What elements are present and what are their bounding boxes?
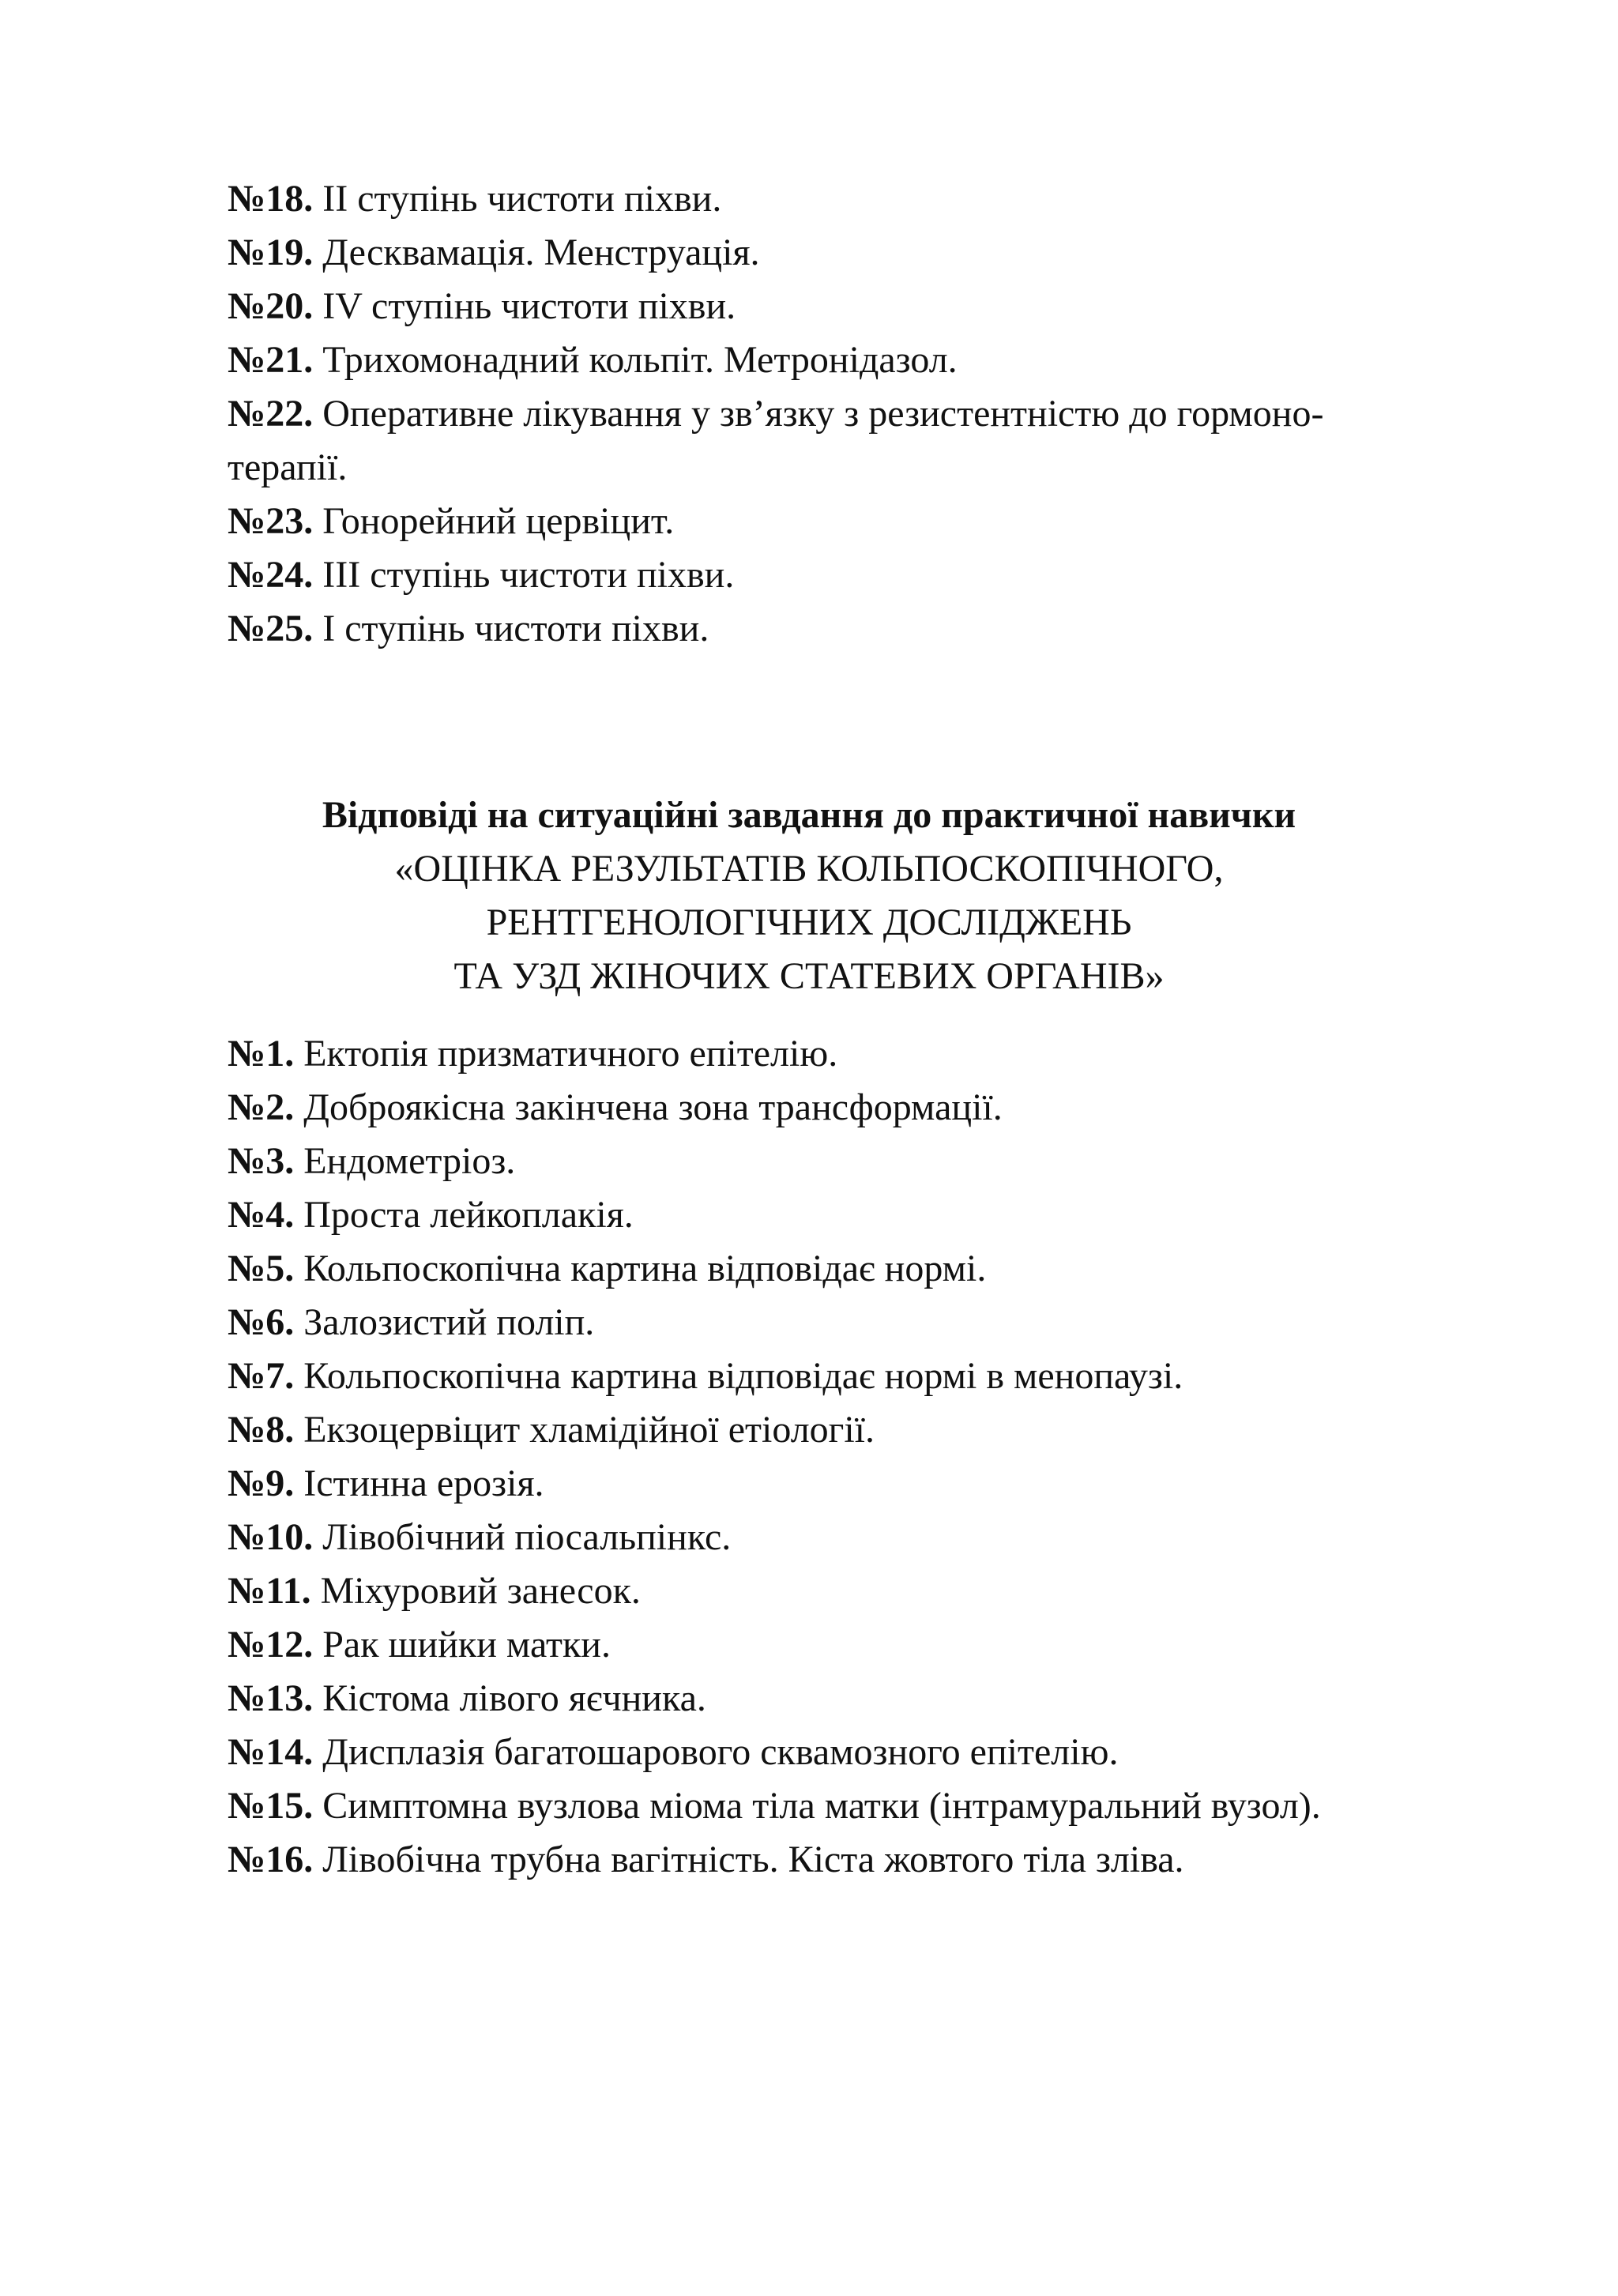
answer-number: №20. [228,285,314,327]
answer-item [228,1135,1476,1188]
answer-item [228,1242,1476,1296]
answer-item [228,1779,1476,1833]
answer-number: №22. [228,393,314,435]
answer-item [228,1618,1476,1672]
answer-item [228,1081,1476,1135]
answer-text: Ектопія призматичного епітелію. [303,1033,838,1075]
answer-number: №2. [228,1086,295,1128]
answer-text: терапії. [228,446,348,488]
answer-text: IV ступінь чистоти піхви. [322,285,736,327]
answer-number: №5. [228,1248,295,1289]
answer-text: Екзоцервіцит хламідійної етіології. [303,1409,875,1451]
answer-item [228,280,1476,333]
answer-text: Трихомонадний кольпіт. Метронідазол. [322,339,958,381]
answer-item [228,333,1476,387]
answer-item [228,1564,1476,1618]
answer-text: Кольпоскопічна картина відповідає нормі. [303,1248,987,1289]
answer-text: III ступінь чистоти піхви. [322,554,735,596]
answer-number: №19. [228,231,314,273]
answer-number: №23. [228,500,314,542]
answer-text: I ступінь чистоти піхви. [322,608,709,649]
answer-number: №1. [228,1033,295,1075]
answer-item [228,1027,1476,1081]
section-title-line: РЕНТГЕНОЛОГІЧНИХ ДОСЛІДЖЕНЬ [486,901,1132,943]
answer-item [228,1726,1476,1779]
answer-text: Залозистий поліп. [303,1301,595,1343]
answer-number: №13. [228,1677,314,1719]
answer-item [228,1403,1476,1457]
answer-text: II ступінь чистоти піхви. [322,178,722,220]
section-title-line: «ОЦІНКА РЕЗУЛЬТАТІВ КОЛЬПОСКОПІЧНОГО, [394,848,1224,890]
answer-item [228,495,1476,548]
answer-item [228,1349,1476,1403]
answer-text: Симптомна вузлова міома тіла матки (інтрамуральний вузол). [322,1785,1321,1827]
answer-item [228,226,1476,280]
answer-item [228,172,1476,226]
answer-item [228,1188,1476,1242]
answer-item [228,387,1476,441]
section-title-line: ТА УЗД ЖІНОЧИХ СТАТЕВИХ ОРГАНІВ» [453,955,1165,997]
answer-number: №11. [228,1570,311,1612]
answer-item [228,1457,1476,1511]
answer-text: Лівобічна трубна вагітність. Кіста жовтого тіла зліва. [322,1839,1184,1880]
answers-list-part2 [228,1027,1476,1887]
section-heading [0,789,1618,1003]
answer-text: Доброякісна закінчена зона трансформації. [303,1086,1003,1128]
answer-number: №8. [228,1409,295,1451]
answer-text: Рак шийки матки. [322,1624,611,1666]
answer-item [228,548,1476,602]
answer-text: Лівобічний піосальпінкс. [322,1516,732,1558]
answers-list-part1 [228,172,1476,656]
answer-number: №3. [228,1140,295,1182]
answer-text: Оперативне лікування у зв’язку з резистентністю до гормоно- [322,393,1324,435]
answer-number: №9. [228,1462,295,1504]
answer-number: №14. [228,1731,314,1773]
answer-number: №6. [228,1301,295,1343]
answer-number: №25. [228,608,314,649]
answer-text: Міхуровий занесок. [320,1570,641,1612]
answer-number: №10. [228,1516,314,1558]
answer-number: №18. [228,178,314,220]
answer-number: №24. [228,554,314,596]
section-title-bold: Відповіді на ситуаційні завдання до практичної навички [322,794,1296,836]
answer-item [228,1833,1476,1887]
answer-number: №16. [228,1839,314,1880]
answer-text: Істинна ерозія. [303,1462,544,1504]
answer-number: №12. [228,1624,314,1666]
answer-item [228,1511,1476,1564]
answer-number: №7. [228,1355,295,1397]
answer-item [228,1296,1476,1349]
answer-text: Кольпоскопічна картина відповідає нормі в менопаузі. [303,1355,1183,1397]
answer-number: №15. [228,1785,314,1827]
answer-text: Десквамація. Менструація. [322,231,760,273]
answer-number: №4. [228,1194,295,1236]
answer-text: Ендометріоз. [303,1140,516,1182]
answer-text: Гонорейний цервіцит. [322,500,675,542]
answer-text: Дисплазія багатошарового сквамозного епітелію. [322,1731,1119,1773]
answer-item-continuation [228,441,1476,495]
answer-text: Кістома лівого яєчника. [322,1677,706,1719]
answer-item [228,602,1476,656]
answer-number: №21. [228,339,314,381]
answer-item [228,1672,1476,1726]
answer-text: Проста лейкоплакія. [303,1194,634,1236]
